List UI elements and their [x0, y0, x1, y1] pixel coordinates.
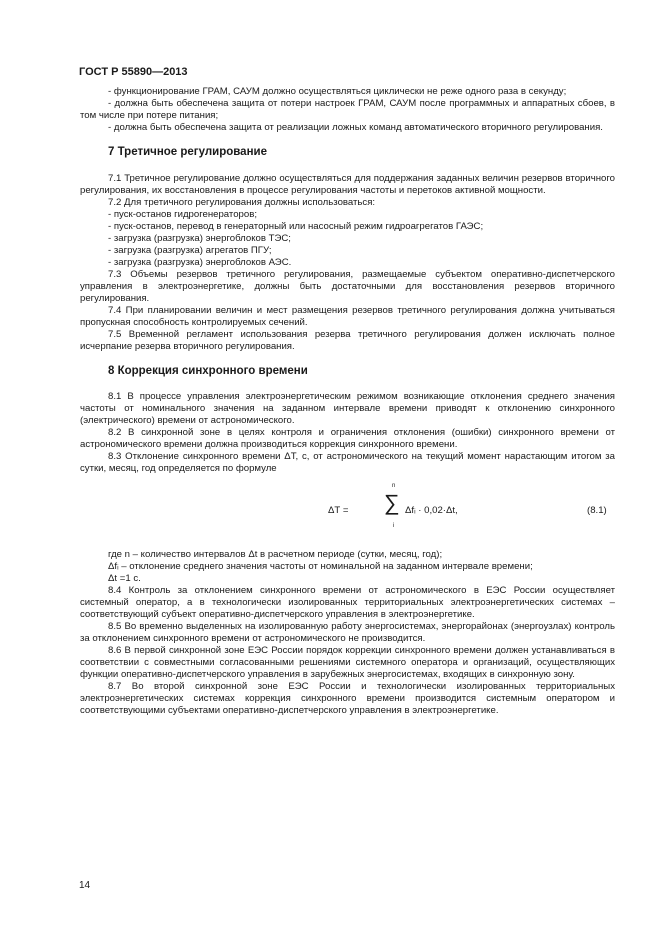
formula-legend: где n – количество интервалов Δt в расчетном периоде (сутки, месяц, год); — [108, 549, 443, 560]
section-7-paragraph: 7.4 При планировании величин и мест размещения резервов третичного регулирования должна учитываться пропускная способность контролируемых сечений. — [80, 305, 615, 328]
intro-item: - должна быть обеспечена защита от потери настроек ГРАМ, САУМ после программных и аппаратных сбоев, в том числе при потере питания; — [80, 98, 615, 121]
section-7-list-item: - пуск-останов гидрогенераторов; — [108, 209, 257, 220]
section-7-paragraph: 7.1 Третичное регулирование должно осуществляться для поддержания заданных величин резервов вторичного регулирования, их восстановления в процессе регулирования частоты и перетоков активной мощности. — [80, 173, 615, 196]
section-7-list-item: - загрузка (разгрузка) агрегатов ПГУ; — [108, 245, 272, 256]
section-7-list-item: - загрузка (разгрузка) энергоблоков ТЭС; — [108, 233, 291, 244]
formula-legend: Δt =1 с. — [108, 573, 141, 584]
section-7-list-item: - загрузка (разгрузка) энергоблоков АЭС. — [108, 257, 292, 268]
intro-item: - функционирование ГРАМ, САУМ должно осуществляться циклически не реже одного раза в секунду; — [108, 86, 567, 97]
formula-body: Δfᵢ · 0,02·Δt, — [405, 505, 458, 516]
formula-8-1 — [80, 483, 615, 539]
section-8-paragraph: 8.2 В синхронной зоне в целях контроля и ограничения отклонения (ошибки) синхронного времени от астрономического времени должна производиться коррекция синхронного времени. — [80, 427, 615, 450]
section-8-paragraph: 8.3 Отклонение синхронного времени ΔТ, с, от астрономического на текущий момент нарастающим итогом за сутки, месяц, год определяется по формуле — [80, 451, 615, 474]
formula-sum-symbol: ∑ — [384, 490, 400, 515]
document-header: ГОСТ Р 55890—2013 — [79, 66, 188, 78]
section-8-paragraph: 8.5 Во временно выделенных на изолированную работу энергосистемах, энергорайонах (энергоузлах) контроль за отклонением синхронного времени от астрономического не производится. — [80, 621, 615, 644]
section-8-title: 8 Коррекция синхронного времени — [108, 365, 308, 377]
page-number: 14 — [79, 880, 91, 891]
intro-item: - должна быть обеспечена защита от реализации ложных команд автоматического вторичного регулирования. — [108, 122, 603, 133]
section-7-paragraph: 7.2 Для третичного регулирования должны использоваться: — [108, 197, 376, 208]
formula-number: (8.1) — [587, 505, 607, 516]
formula-lower-limit: i — [393, 523, 395, 529]
formula-upper-limit: n — [392, 483, 396, 489]
formula-legend: Δfᵢ – отклонение среднего значения частоты от номинальной на заданном интервале времени; — [108, 561, 533, 572]
section-7-list-item: - пуск-останов, перевод в генераторный или насосный режим гидроагрегатов ГАЭС; — [108, 221, 484, 232]
section-7-paragraph: 7.3 Объемы резервов третичного регулирования, размещаемые субъектом оперативно-диспетчерского управления в электроэнергетике, должны быть достаточными для восстановления резервов вторичного регулирования. — [80, 269, 615, 304]
section-8-paragraph: 8.4 Контроль за отклонением синхронного времени от астрономического в ЕЭС России осуществляет системный оператор, а в технологически изолированных территориальных электроэнергетических системах – соответствующий субъект оперативно-диспетчерского управления в электроэнергетике. — [80, 585, 615, 620]
page-content — [80, 86, 615, 717]
section-8-paragraph: 8.1 В процессе управления электроэнергетическим режимом возникающие отклонения среднего значения частоты от номинального значения на заданном интервале времени приводят к отклонению синхронного (электрического) времени от астрономического. — [80, 391, 615, 426]
section-7-title: 7 Третичное регулирование — [108, 146, 267, 158]
section-8-paragraph: 8.6 В первой синхронной зоне ЕЭС России порядок коррекции синхронного времени должен устанавливаться в соответствии с совместными согласованными решениями системного оператора и организаций, осуществляющих функции оперативно-диспетчерского управления в зарубежных энергосистемах, входящих в синхронную зону. — [80, 645, 615, 680]
section-8-paragraph: 8.7 Во второй синхронной зоне ЕЭС России и технологически изолированных территориальных электроэнергетических системах коррекция синхронного времени производится системным оператором и соответствующими субъектами оперативно-диспетчерского управления в электроэнергетике. — [80, 681, 615, 716]
section-7-paragraph: 7.5 Временной регламент использования резерва третичного регулирования должен исключать полное исчерпание резерва вторичного регулирования. — [80, 329, 615, 352]
formula-lhs: ΔТ = — [328, 505, 349, 516]
